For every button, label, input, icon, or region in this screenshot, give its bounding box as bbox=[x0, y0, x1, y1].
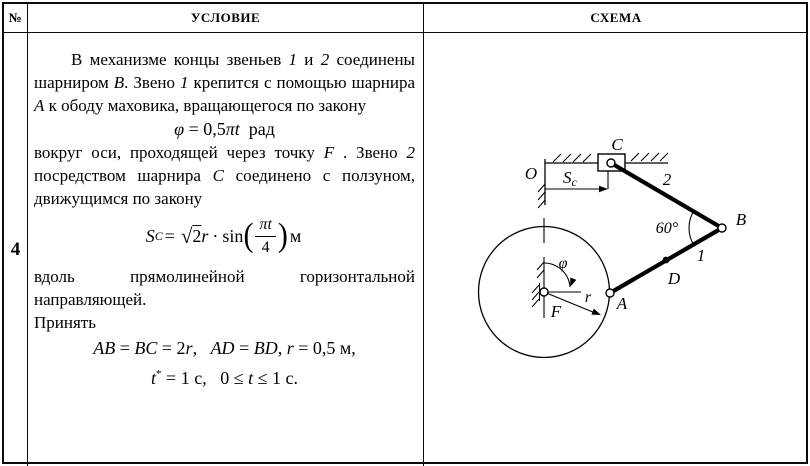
hinge-f bbox=[540, 288, 548, 296]
label-b: B bbox=[735, 210, 747, 229]
sc-arrow-head bbox=[599, 186, 608, 192]
col-header-number: № bbox=[4, 4, 28, 33]
fraction bbox=[255, 216, 275, 256]
axis-hatching bbox=[537, 262, 544, 278]
condition-cell bbox=[28, 33, 424, 466]
worksheet-table bbox=[2, 2, 808, 464]
sc-symbol: S bbox=[145, 225, 155, 246]
paragraph-4: Принять bbox=[34, 313, 96, 332]
col-header-condition: УСЛОВИЕ bbox=[28, 4, 424, 33]
equals-sign: = bbox=[164, 225, 175, 246]
hinge-c bbox=[607, 159, 615, 167]
label-link2: 2 bbox=[662, 170, 672, 189]
point-d-dot bbox=[663, 257, 670, 264]
label-f: F bbox=[550, 302, 562, 321]
angle-arc bbox=[689, 211, 693, 244]
hinge-a bbox=[606, 289, 614, 297]
radius-arrow-head bbox=[591, 309, 602, 318]
label-sc: Sc bbox=[563, 168, 577, 189]
rail-hatching-left bbox=[553, 154, 591, 162]
label-r: r bbox=[584, 289, 592, 306]
paragraph-3: вдоль прямолинейной горизонтальной направляющей. bbox=[34, 267, 415, 309]
label-phi: φ bbox=[558, 255, 568, 272]
formula-slider-law bbox=[34, 216, 415, 256]
fraction-denominator: 4 bbox=[261, 239, 270, 256]
rail-hatching-right bbox=[631, 153, 668, 161]
multiply-dot: · bbox=[212, 225, 219, 246]
formula-lengths: AB = BC = 2r, AD = BD, r = 0,5 м, bbox=[93, 338, 356, 358]
mechanism-diagram bbox=[424, 33, 808, 461]
paragraph-1: В механизме концы звеньев 1 и 2 соединены шарниром B. Звено 1 крепится с помощью шарнира A к ободу маховика, вращающегося по закону bbox=[34, 50, 415, 115]
label-a: A bbox=[616, 294, 628, 313]
label-link1: 1 bbox=[696, 246, 706, 265]
scheme-cell bbox=[424, 33, 808, 466]
pivot-support-hatching bbox=[532, 283, 540, 307]
radicand: 2 bbox=[192, 225, 202, 246]
row-number: 4 bbox=[4, 33, 28, 466]
right-paren: ) bbox=[277, 216, 288, 254]
formula-phi-law: φ = 0,5πt рад bbox=[174, 119, 275, 139]
unit-m: м bbox=[289, 225, 302, 246]
label-angle-60: 60° bbox=[655, 220, 679, 237]
wall-hatching bbox=[538, 184, 545, 208]
formula-time-range: t* = 1 с, 0 ≤ t ≤ 1 с. bbox=[151, 368, 298, 388]
hinge-b bbox=[718, 224, 726, 232]
radical-sign: √ bbox=[180, 223, 193, 248]
sin-function: sin bbox=[222, 225, 244, 246]
paragraph-2: вокруг оси, проходящей через точку F . Звено 2 посредством шарнира C соединено с ползуном, движущимся по закону bbox=[34, 143, 415, 208]
label-d: D bbox=[667, 269, 681, 288]
label-o: O bbox=[524, 164, 538, 183]
r-symbol: r bbox=[201, 225, 209, 246]
label-c: C bbox=[611, 135, 623, 154]
col-header-scheme: СХЕМА bbox=[424, 4, 808, 33]
sc-subscript: C bbox=[154, 228, 163, 243]
fraction-numerator: πt bbox=[255, 216, 275, 237]
left-paren: ( bbox=[243, 216, 254, 254]
